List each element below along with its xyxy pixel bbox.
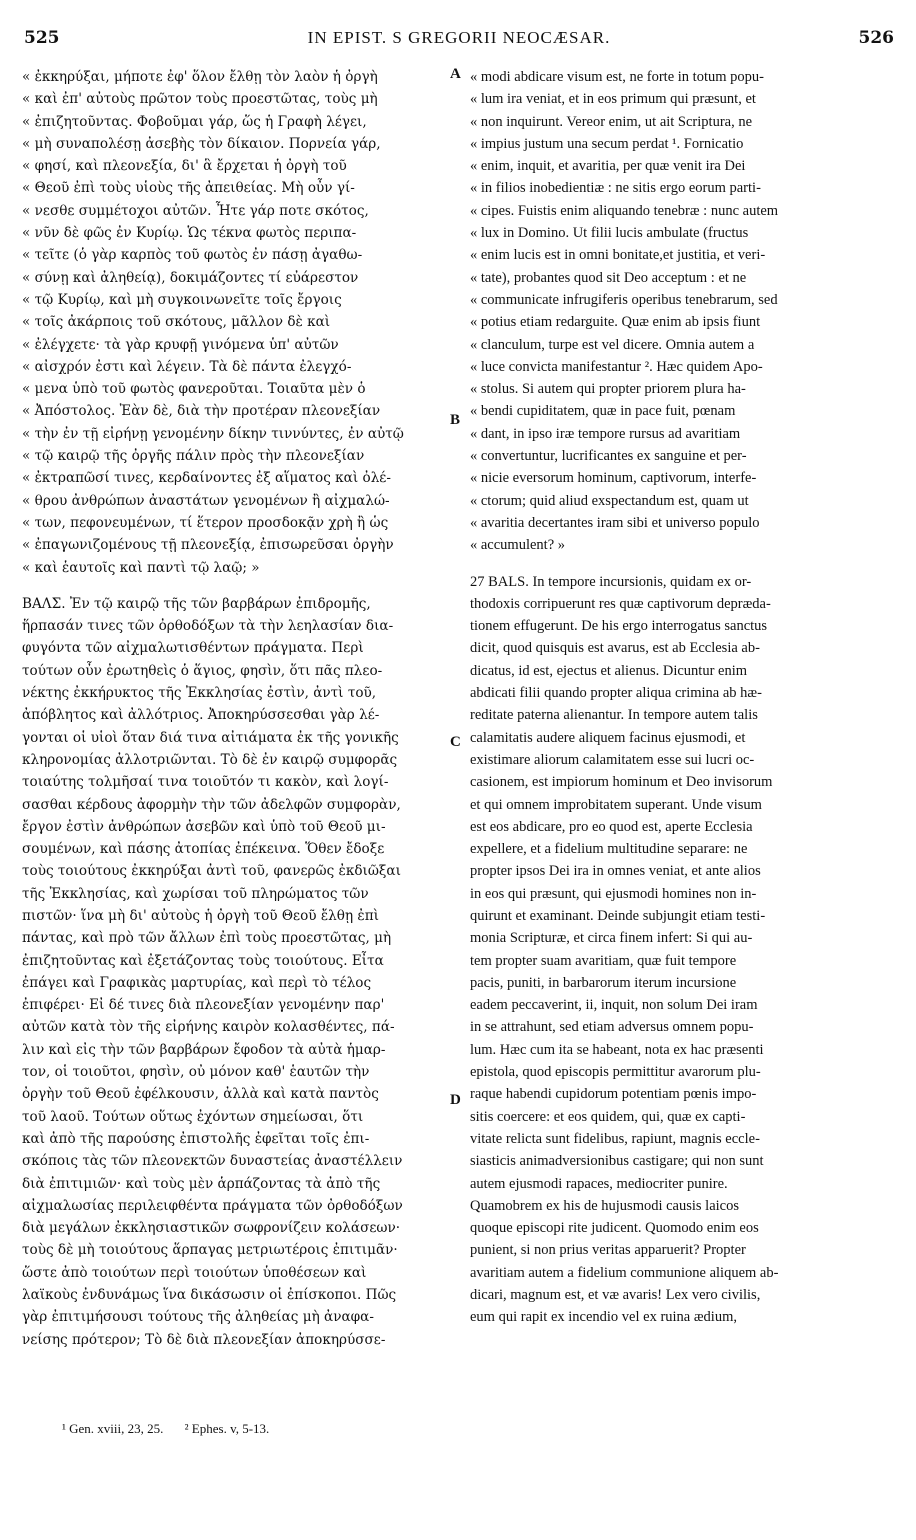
text-line: raque habendi cupidorum potentiam pœnis impo- (470, 1086, 757, 1103)
text-line: διὰ μεγάλων ἐκκλησιαστικῶν σωφρονίζειν κολάσεων· (22, 1220, 401, 1237)
text-line: νέκτης ἐκκήρυκτος τῆς Ἐκκλησίας ἐστὶν, ἀντὶ τοῦ, (22, 685, 377, 702)
text-line: τούτων οὖν ἐρωτηθεὶς ὁ ἅγιος, φησὶν, ὅτι πᾶς πλεο- (22, 662, 383, 679)
text-line (22, 579, 454, 593)
text-line: γὰρ ἐπιτιμήσουσι τούτους τῆς ἀληθείας μὴ ἀναφα- (22, 1309, 374, 1326)
text-line: γονται οἱ υἱοὶ ὅταν διά τινα αἰτιάματα ἐκ τῆς γονικῆς (22, 729, 399, 746)
text-line: « τὴν ἐν τῇ εἰρήνῃ γενομένην δίκην τιννύντες, ἐν αὐτῷ (22, 425, 404, 442)
text-line: « φησί, καὶ πλεονεξία, δι' ἃ ἔρχεται ἡ ὀργὴ τοῦ (22, 158, 347, 175)
text-line: τῆς Ἐκκλησίας, καὶ χωρίσαι τοῦ πληρώματος τῶν (22, 885, 369, 902)
text-line: « ἐπαγωνιζομένους τῇ πλεονεξίᾳ, ἐπισωρεῦσαι ὀργὴν (22, 537, 394, 554)
text-line: « clanculum, turpe est vel dicere. Omnia autem a (470, 336, 755, 353)
text-line: « Ἀπόστολος. Ἐὰν δὲ, διὰ τὴν προτέραν πλεονεξίαν (22, 403, 381, 420)
text-line: σασθαι κέρδους ἀφορμὴν τὴν τῶν ἀδελφῶν συμφορὰν, (22, 796, 401, 813)
text-line: « νεσθε συμμέτοχοι αὐτῶν. Ἦτε γάρ ποτε σκότος, (22, 202, 369, 219)
text-line: « ctorum; quid aliud exspectandum est, quam ut (470, 492, 749, 509)
text-line: σουμένων, καὶ πάσης ἀτοπίας ἐπέκεινα. Ὅθεν ἔδοξε (22, 841, 385, 858)
text-line: ὀργὴν τοῦ Θεοῦ ἐφέλκουσιν, ἀλλὰ καὶ κατὰ παντὸς (22, 1086, 379, 1103)
text-line: monia Scripturæ, et circa finem infert: Si qui au- (470, 930, 753, 947)
text-line: dicari, magnum est, et væ avaris! Lex vero civilis, (470, 1287, 761, 1304)
text-line: τοῦ λαοῦ. Τούτων οὕτως ἐχόντων σημείωσαι, ὅτι (22, 1108, 364, 1125)
text-line: « dant, in ipso iræ tempore rursus ad avaritiam (470, 425, 741, 442)
text-line: avaritiam autem a fidelium communione aliquem ab- (470, 1264, 779, 1281)
text-line: « τῷ καιρῷ τῆς ὀργῆς πάλιν πρὸς τὴν πλεονεξίαν (22, 448, 365, 465)
text-line: tionem effugerunt. De his ergo interrogatus sanctus (470, 618, 768, 635)
text-line: casionem, est impiorum hominum et Deo invisorum (470, 774, 773, 791)
text-line: « bendi cupiditatem, quæ in pace fuit, pœnam (470, 403, 736, 420)
text-line: κληρονομίας ἀλλοτριῶνται. Τὸ δὲ ἐν καιρῷ συμφορᾶς (22, 751, 398, 768)
text-line: « των, πεφονευμένων, τί ἕτερον προσδοκᾷν χρὴ ἢ ὡς (22, 514, 389, 531)
text-line: « lum ira veniat, et in eos primum qui præsunt, et (470, 91, 756, 108)
text-line: τον, οἱ τοιοῦτοι, φησὶν, οὐ μόνον καθ' ἑαυτῶν τὴν (22, 1064, 370, 1081)
text-line: νείσης πρότερον; Τὸ δὲ διὰ πλεονεξίαν ἀποκηρύσσε- (22, 1331, 386, 1348)
text-line: punient, si non prius veritas apparuerit? Propter (470, 1242, 746, 1259)
footnote-2: ² Ephes. v, 5-13. (184, 1421, 270, 1436)
text-line: « τῷ Κυρίῳ, καὶ μὴ συγκοινωνεῖτε τοῖς ἔργοις (22, 291, 342, 308)
text-line: λαϊκοὺς ἐνδυνάμως ἵνα δικάσωσιν οἱ ἐπίσκοποι. Πῶς (22, 1287, 397, 1304)
text-line: « enim, inquit, et avaritia, per quæ venit ira Dei (470, 158, 746, 175)
text-line: thodoxis corripuerunt res quæ captivorum deprædа- (470, 595, 771, 612)
text-line: quoque episcopi rite judicent. Quomodo enim eos (470, 1220, 759, 1237)
text-line: in eos qui præsunt, qui ejusmodi homines non in- (470, 885, 757, 902)
text-line: « Θεοῦ ἐπὶ τοὺς υἱοὺς τῆς ἀπειθείας. Μὴ οὖν γί- (22, 180, 355, 197)
text-line: vitate relicta sunt fidelibus, rapiunt, magnis eccle- (470, 1130, 760, 1147)
margin-marker-a: A (450, 66, 461, 82)
text-line: πιστῶν· ἵνα μὴ δι' αὐτοὺς ἡ ὀργὴ τοῦ Θεοῦ ἔλθῃ ἐπὶ (22, 907, 379, 924)
text-line: « αἰσχρόν ἐστι καὶ λέγειν. Τὰ δὲ πάντα ἐλεγχό- (22, 358, 352, 375)
text-line (470, 557, 880, 571)
text-line: « in filios inobedientiæ : ne sitis ergo eorum parti- (470, 180, 761, 197)
text-line: autem ejusmodi rapaces, mediocriter punire. (470, 1175, 728, 1192)
footnote-1: ¹ Gen. xviii, 23, 25. (62, 1421, 164, 1436)
text-line: « impius justum una secum perdat ¹. Fornicatio (470, 135, 744, 152)
text-line: calamitatis audere aliquem facinus ejusmodi, et (470, 729, 746, 746)
text-line: « σύνῃ καὶ ἀληθείᾳ), δοκιμάζοντες τί εὐάρεστον (22, 269, 359, 286)
text-line: αἰχμαλωσίας περιλειφθέντα πράγματα τῶν ὀρθοδόξων (22, 1197, 403, 1214)
running-title: IN EPIST. S GREGORII NEOCÆSAR. (307, 28, 611, 47)
text-line: « convertuntur, lucrificantes ex sanguine et per- (470, 448, 747, 465)
margin-marker-b: B (450, 412, 461, 428)
text-line: « ἐπιζητοῦντας. Φοβοῦμαι γάρ, ὥς ἡ Γραφὴ λέγει, (22, 113, 367, 130)
text-line: « modi abdicare visum est, ne forte in totum popu- (470, 69, 764, 85)
text-line: « cipes. Fuistis enim aliquando tenebræ : nunc autem (470, 202, 779, 219)
text-line: propter ipsos Dei ira in omnes veniat, et ante alios (470, 863, 761, 880)
text-line: « ἐλέγχετε· τὰ γὰρ κρυφῇ γινόμενα ὑπ' αὐτῶν (22, 336, 339, 353)
text-line: « enim lucis est in omni bonitate,et justitia, et veri- (470, 247, 766, 264)
text-line: ἐπιζητοῦντας καὶ ἐξετάζοντας τοὺς τοιούτους. Εἶτα (22, 952, 384, 969)
text-line: λιν καὶ εἰς τὴν τῶν βαρβάρων ἔφοδον τὰ αὐτὰ ἡμαρ- (22, 1041, 386, 1058)
text-line: et qui omnem improbitatem superant. Unde visum (470, 796, 762, 813)
margin-marker-c: C (450, 734, 461, 750)
text-line: « ἐκτραπῶσί τινες, κερδαίνοντες ἐξ αἵματος καὶ ὀλέ- (22, 470, 391, 487)
text-line: « μενα ὑπὸ τοῦ φωτὸς φανεροῦται. Τοιαῦτα μὲν ὁ (22, 381, 366, 398)
text-line: « tate), probantes quod sit Deo acceptum : et ne (470, 269, 747, 286)
text-line: sitis coercere: et eos quidem, qui, quæ ex capti- (470, 1108, 746, 1125)
text-line: eadem peccaverint, ii, inquit, non solum Dei iram (470, 997, 758, 1014)
text-line: τοὺς τοιούτους ἐκκηρύξαι ἀντὶ τοῦ, φανερῶς ἐκδιῶξαι (22, 863, 401, 880)
text-line: existimare aliorum calamitatem esse sui lucri oc- (470, 751, 755, 768)
text-line: « nicie eversorum hominum, captivorum, interfe- (470, 470, 757, 487)
text-line: 27 BALS. In tempore incursionis, quidam ex or- (470, 573, 752, 590)
text-line: ὥστε ἀπὸ τοιούτων περὶ τοιούτων ὑποθέσεων καὶ (22, 1264, 367, 1281)
text-line: dicatus, id est, ejectus et alienus. Dicuntur enim (470, 662, 748, 679)
text-line: reditate paterna alienantur. In tempore autem talis (470, 707, 758, 724)
running-header (24, 28, 894, 58)
text-line: tem propter suam avaritiam, quæ fuit tempore (470, 952, 737, 969)
text-line: ἐπιφέρει· Εἰ δέ τινες διὰ πλεονεξίαν γενομένην παρ' (22, 997, 385, 1014)
page-number-left: 525 (24, 28, 60, 48)
text-line: siasticis animadversionibus castigare; qui non sunt (470, 1153, 764, 1170)
text-line: « avaritia decertantes iram sibi et universo populo (470, 514, 760, 531)
text-line: σκόποις τὰς τῶν πλεονεκτῶν δυναστείας ἀναστέλλειν (22, 1153, 403, 1170)
text-line: « νῦν δὲ φῶς ἐν Κυρίῳ. Ὡς τέκνα φωτὸς περιπα- (22, 225, 357, 242)
text-line: « καὶ ἐπ' αὐτοὺς πρῶτον τοὺς προεστῶτας, τοὺς μὴ (22, 91, 378, 108)
text-line: πάντας, καὶ πρὸ τῶν ἄλλων ἐπὶ τοὺς προεστῶτας, μὴ (22, 930, 392, 947)
text-line: φυγόντα τῶν αἰχμαλωτισθέντων πράγματα. Περὶ (22, 640, 364, 657)
text-line: « luce convicta manifestantur ². Hæc quidem Apo- (470, 358, 763, 375)
text-line: « stolus. Si autem qui propter priorem plura ha- (470, 381, 746, 398)
text-line: « μὴ συναπολέσῃ ἀσεβὴς τὸν δίκαιον. Πορνεία γάρ, (22, 135, 381, 152)
text-line: τοὺς δὲ μὴ τοιούτους ἅρπαγας μετριωτέροις ἐπιτιμᾶν· (22, 1242, 398, 1259)
text-line: pacis, puniti, in barbarorum iterum incursione (470, 974, 737, 991)
text-line: expellere, et a fidelium multitudine separare: ne (470, 841, 748, 858)
text-line: διὰ ἐπιτιμιῶν· καὶ τοὺς μὲν ἁρπάζοντας τὰ ἀπὸ τῆς (22, 1175, 381, 1192)
text-line: abdicati filii quando propter aliqua crimina ab hæ- (470, 685, 762, 702)
text-line: « καὶ ἑαυτοῖς καὶ παντὶ τῷ λαῷ; » (22, 559, 260, 576)
text-line: in se attrahunt, sed etiam adversus omnem popu- (470, 1019, 754, 1036)
text-line: « communicate infrugiferis operibus tenebrarum, sed (470, 291, 778, 308)
text-line: quirunt et examinant. Deinde subjungit etiam testi- (470, 907, 766, 924)
text-line: lum. Hæc cum ita se habeant, nota ex hac præsenti (470, 1041, 764, 1058)
text-line: Quamobrem ex his de hujusmodi causis laicos (470, 1197, 740, 1214)
text-line: eum qui rapit ex incendio vel ex ruina ædium, (470, 1309, 737, 1326)
page-number-right: 526 (858, 28, 894, 48)
text-line: « potius etiam redarguite. Quæ enim ab ipsis fiunt (470, 314, 761, 331)
text-line: « τοῖς ἀκάρποις τοῦ σκότους, μᾶλλον δὲ καὶ (22, 314, 331, 331)
text-line: « θρου ἀνθρώπων ἀναστάτων γενομένων ἢ αἰχμαλώ- (22, 492, 390, 509)
text-line: « accumulent? » (470, 537, 566, 554)
text-line: est eos abdicare, pro eo quod est, aperte Ecclesia (470, 818, 753, 835)
text-line: ΒΑΛΣ. Ἐν τῷ καιρῷ τῆς τῶν βαρβάρων ἐπιδρομῆς, (22, 595, 371, 612)
text-line: ἥρπασάν τινες τῶν ὀρθοδόξων τὰ τὴν λεηλασίαν δια- (22, 618, 394, 635)
footnotes (62, 1421, 287, 1437)
text-line: ἔργον ἐστὶν ἀνθρώπων ἀσεβῶν καὶ ὑπὸ τοῦ Θεοῦ μι- (22, 818, 386, 835)
text-line: τοιαύτης τολμῆσαί τινα τοιοῦτόν τι κακὸν, καὶ λογί- (22, 774, 389, 791)
text-line: ἐπάγει καὶ Γραφικὰς μαρτυρίας, καὶ περὶ τὸ τέλος (22, 974, 372, 991)
text-line: epistola, quod episcopis permittitur avarorum plu- (470, 1064, 761, 1081)
margin-marker-d: D (450, 1092, 461, 1108)
text-line: αὐτῶν κατὰ τὸν τῆς εἰρήνης καιρὸν κολασθέντες, πά- (22, 1019, 395, 1036)
greek-column (22, 66, 454, 1351)
latin-column (470, 66, 880, 1329)
text-line: ἀπόβλητος καὶ ἀλλότριος. Ἀποκηρύσσεσθαι γὰρ λέ- (22, 707, 380, 724)
text-line: dicit, quod quisquis est avarus, est ab Ecclesia ab- (470, 640, 760, 657)
text-line: « τεῖτε (ὁ γὰρ καρπὸς τοῦ φωτὸς ἐν πάσῃ ἀγαθω- (22, 247, 363, 264)
text-line: « lux in Domino. Ut filii lucis ambulate (fructus (470, 225, 749, 242)
text-line: καὶ ἀπὸ τῆς παρούσης ἐπιστολῆς ἐφεῖται τοῖς ἐπι- (22, 1130, 370, 1147)
text-line: « non inquirunt. Vereor enim, ut ait Scriptura, ne (470, 113, 753, 130)
text-line: « ἐκκηρύξαι, μήποτε ἐφ' ὅλον ἔλθῃ τὸν λαὸν ἡ ὀργὴ (22, 69, 378, 85)
